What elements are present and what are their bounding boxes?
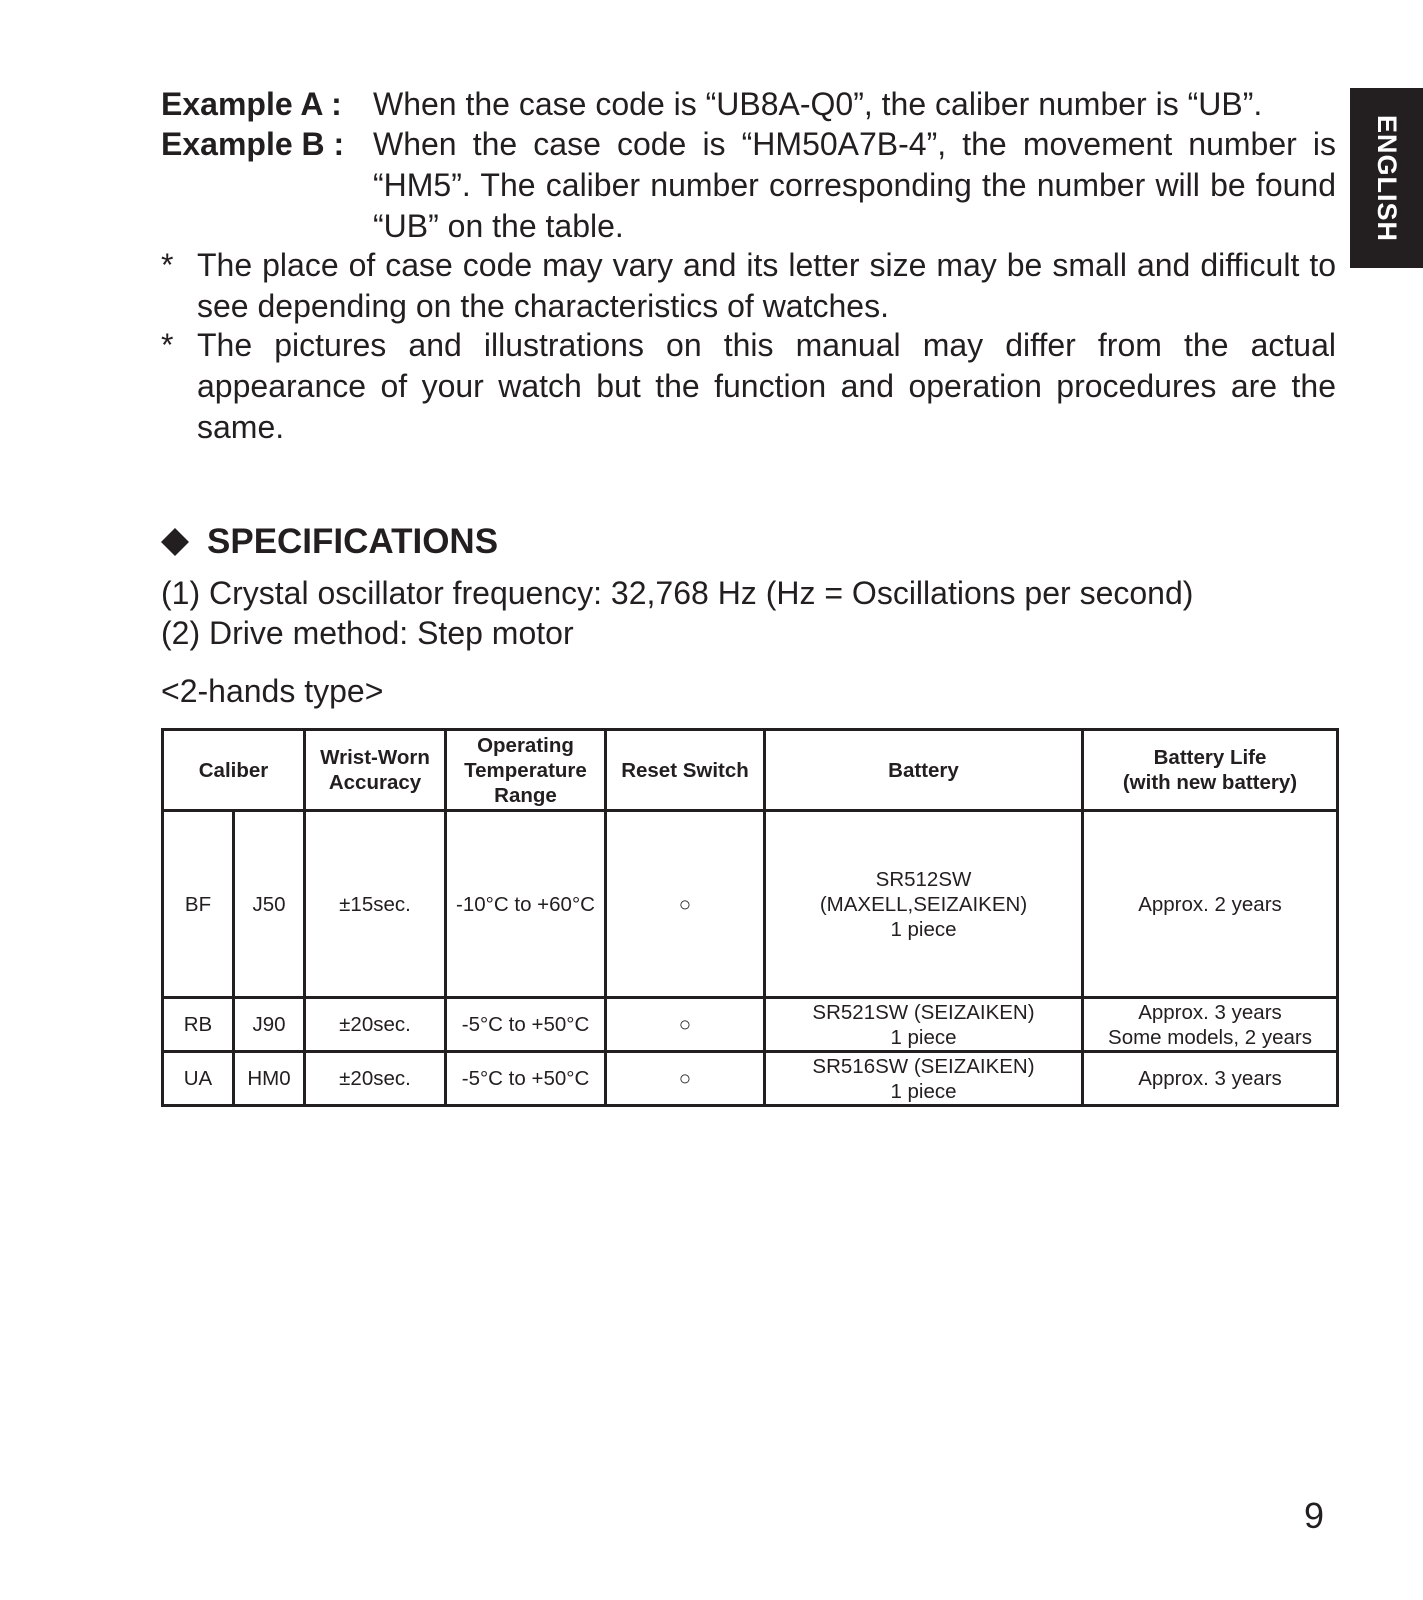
table-header-row <box>163 730 1338 811</box>
header-reset-switch: Reset Switch <box>606 730 765 811</box>
cell-temperature: -10°C to +60°C <box>446 811 606 998</box>
note-text: The pictures and illustrations on this manual may differ from the actual appearance of your watch but the function and operation procedures are the same. <box>197 327 1336 445</box>
cell-battery-life: Approx. 3 years Some models, 2 years <box>1083 998 1338 1052</box>
diamond-icon <box>161 528 189 556</box>
cell-caliber-series: UA <box>163 1052 234 1106</box>
cell-caliber-movement: J50 <box>234 811 305 998</box>
cell-battery: SR512SW (MAXELL,SEIZAIKEN) 1 piece <box>765 811 1083 998</box>
cell-battery-life: Approx. 3 years <box>1083 1052 1338 1106</box>
example-b-label: Example B : <box>161 126 345 162</box>
note-illustrations <box>161 325 1336 448</box>
example-a-label: Example A : <box>161 86 342 122</box>
example-a-text: When the case code is “UB8A-Q0”, the caliber number is “UB”. <box>373 86 1263 122</box>
spec-item-drive: (2) Drive method: Step motor <box>161 615 574 651</box>
cell-accuracy: ±15sec. <box>305 811 446 998</box>
example-b-text: When the case code is “HM50A7B-4”, the movement number is “HM5”. The caliber number corresponding the number will be found “UB” on the table. <box>373 126 1336 244</box>
cell-reset-switch: ○ <box>606 1052 765 1106</box>
specifications-table <box>161 728 1339 1107</box>
cell-caliber-series: BF <box>163 811 234 998</box>
language-tab <box>1350 88 1423 268</box>
cell-battery: SR516SW (SEIZAIKEN) 1 piece <box>765 1052 1083 1106</box>
cell-caliber-series: RB <box>163 998 234 1052</box>
note-case-code <box>161 245 1336 327</box>
note-asterisk: * <box>161 327 174 363</box>
header-temperature: Operating Temperature Range <box>446 730 606 811</box>
cell-temperature: -5°C to +50°C <box>446 998 606 1052</box>
cell-caliber-movement: HM0 <box>234 1052 305 1106</box>
cell-accuracy: ±20sec. <box>305 998 446 1052</box>
note-text: The place of case code may vary and its letter size may be small and difficult to see depending on the characteristics of watches. <box>197 247 1336 324</box>
cell-reset-switch: ○ <box>606 811 765 998</box>
header-caliber: Caliber <box>163 730 305 811</box>
page-number: 9 <box>1304 1495 1325 1536</box>
table-row <box>163 811 1338 998</box>
example-a <box>161 84 1336 125</box>
section-heading <box>161 522 498 562</box>
table-row <box>163 1052 1338 1106</box>
cell-battery: SR521SW (SEIZAIKEN) 1 piece <box>765 998 1083 1052</box>
cell-battery-life: Approx. 2 years <box>1083 811 1338 998</box>
spec-item-oscillator: (1) Crystal oscillator frequency: 32,768 Hz (Hz = Oscillations per second) <box>161 575 1194 611</box>
header-battery: Battery <box>765 730 1083 811</box>
cell-accuracy: ±20sec. <box>305 1052 446 1106</box>
example-b <box>161 124 1336 247</box>
language-tab-label: ENGLISH <box>1372 114 1403 242</box>
section-heading-text: SPECIFICATIONS <box>207 522 499 561</box>
table-row <box>163 998 1338 1052</box>
header-battery-life: Battery Life (with new battery) <box>1083 730 1338 811</box>
cell-reset-switch: ○ <box>606 998 765 1052</box>
cell-temperature: -5°C to +50°C <box>446 1052 606 1106</box>
spec-subheading: <2-hands type> <box>161 673 384 709</box>
note-asterisk: * <box>161 247 174 283</box>
cell-caliber-movement: J90 <box>234 998 305 1052</box>
header-accuracy: Wrist-Worn Accuracy <box>305 730 446 811</box>
